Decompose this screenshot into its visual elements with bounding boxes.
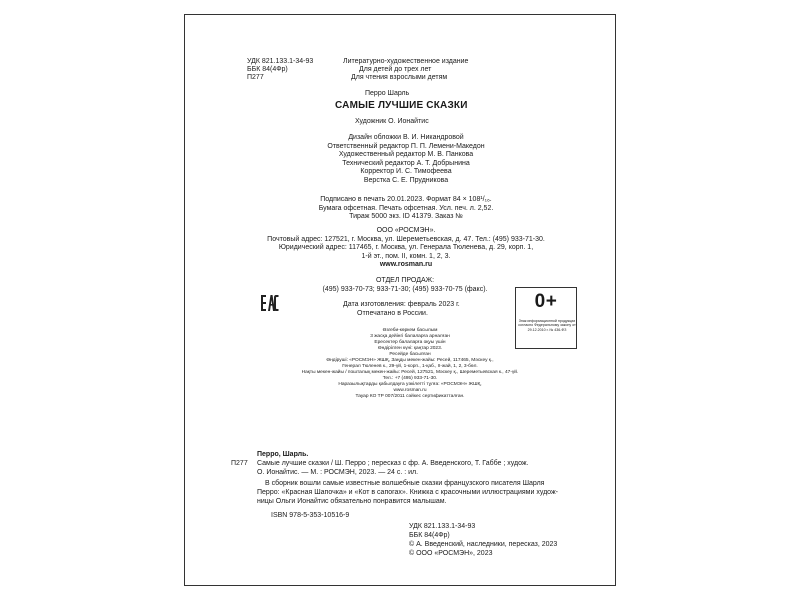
sales-heading: ОТДЕЛ ПРОДАЖ: bbox=[375, 277, 435, 284]
kazakh-line: Нақты мекен-жайы / пошталық мекен-жайы: Ресей, 127521, Мәскеу қ., Шереметьевская к., 47-үй. bbox=[301, 370, 519, 375]
print-info-line: Тираж 5000 экз. ID 41379. Заказ № bbox=[349, 213, 463, 221]
credit-line: Верстка С. Е. Прудникова bbox=[363, 176, 449, 184]
kazakh-line: Ресейде басылған bbox=[389, 352, 431, 357]
age-rating-note: Знак информационной продукции согласно Федеральному закону от 29.12.2010 г. № 436-ФЗ bbox=[518, 319, 576, 332]
kazakh-line: Тел.: +7 (495) 933-71-30. bbox=[382, 376, 438, 381]
publisher-block bbox=[251, 227, 561, 270]
edition-type-line: Литературно-художественное издание bbox=[343, 58, 469, 65]
credit-line: Ответственный редактор П. П. Лемени-Македон bbox=[327, 142, 485, 150]
bbk-code: ББК 84(4Фр) bbox=[247, 66, 288, 73]
kazakh-line: Өндірілген күні: қаңтар 2023. bbox=[377, 346, 443, 351]
udk-code: УДК 821.133.1-34-93 bbox=[247, 58, 314, 65]
copyright-line: © А. Введенский, наследники, пересказ, 2023 bbox=[409, 541, 558, 548]
printed-in: Отпечатано в России. bbox=[357, 310, 428, 317]
sales-phones: (495) 933-70-73; 933-71-30; (495) 933-70-75 (факс). bbox=[322, 285, 488, 293]
author-mark: П277 bbox=[247, 74, 264, 81]
catalog-description: ницы Ольги Ионайтис обязательно понравится малышам. bbox=[257, 498, 447, 505]
publisher-legal: Юридический адрес: 117465, г. Москва, ул. Генерала Тюленева, д. 29, корп. 1, bbox=[278, 244, 534, 252]
catalog-description: В сборник вошли самые известные волшебные сказки французского писателя Шарля bbox=[265, 480, 545, 487]
catalog-udk: УДК 821.133.1-34-93 bbox=[409, 523, 476, 530]
kazakh-line: Өндіруші: «РОСМЭН» ЖШҚ, Заңды мекен-жайы: Ресей, 117465, Мәскеу қ., bbox=[326, 358, 494, 363]
catalog-mark: П277 bbox=[231, 460, 248, 467]
kazakh-line: Ересектер балаларға оқуы үшін bbox=[374, 340, 446, 345]
sales-block bbox=[285, 277, 525, 294]
kazakh-line: Генерал Тюленев к., 29-үй, 1-корп., 1-қаб., II-жай, 1, 2, 3-бөл. bbox=[342, 364, 478, 369]
print-info bbox=[293, 196, 519, 222]
kazakh-info bbox=[265, 328, 555, 400]
edition-type-line: Для детей до трех лет bbox=[359, 66, 432, 73]
isbn: ISBN 978-5-353-10516-9 bbox=[271, 512, 350, 519]
print-info-line: Бумага офсетная. Печать офсетная. Усл. печ. л. 2,52. bbox=[318, 204, 494, 212]
kazakh-line: www.rosman.ru bbox=[393, 388, 427, 393]
credit-line: Технический редактор А. Т. Добрынина bbox=[342, 159, 470, 167]
manufacture-date: Дата изготовления: февраль 2023 г. bbox=[343, 301, 460, 308]
print-info-line: Подписано в печать 20.01.2023. Формат 84 × 108¹/₁₆. bbox=[320, 196, 492, 203]
credit-line: Корректор И. С. Тимофеева bbox=[360, 168, 452, 176]
catalog-heading: Перро, Шарль. bbox=[257, 451, 309, 458]
publisher-name: ООО «РОСМЭН». bbox=[376, 227, 436, 234]
edition-type-line: Для чтения взрослыми детям bbox=[351, 74, 448, 81]
publisher-legal: 1-й эт., пом. II, комн. 1, 2, 3. bbox=[361, 252, 451, 260]
catalog-bbk: ББК 84(4Фр) bbox=[409, 532, 450, 539]
credits-block bbox=[301, 134, 511, 186]
credit-line: Дизайн обложки В. И. Никандровой bbox=[348, 134, 464, 141]
illustrator: Художник О. Ионайтис bbox=[355, 118, 429, 125]
kazakh-line: Наразылықтарды қабылдауға уәкілетті тұлға: «РОСМЭН» ЖШҚ, bbox=[338, 382, 482, 387]
kazakh-line: Өзгеби-көркем басылым bbox=[382, 328, 438, 333]
copyright-line: © ООО «РОСМЭН», 2023 bbox=[409, 550, 493, 557]
credit-line: Художественный редактор М. В. Панкова bbox=[338, 151, 474, 159]
publisher-postal: Почтовый адрес: 127521, г. Москва, ул. Шереметьевская, д. 47. Тел.: (495) 933-71-30. bbox=[267, 235, 545, 243]
author-name: Перро Шарль bbox=[365, 90, 410, 97]
catalog-entry: Самые лучшие сказки / Ш. Перро ; пересказ с фр. А. Введенского, Т. Габбе ; худож. bbox=[257, 460, 529, 467]
catalog-entry: О. Ионайтис. — М. : РОСМЭН, 2023. — 24 с. : ил. bbox=[257, 469, 419, 476]
catalog-description: Перро: «Красная Шапочка» и «Кот в сапогах». Книжка с красочными иллюстрациями худож- bbox=[257, 489, 558, 496]
kazakh-line: 3 жасқа дейінгі балаларға арналған bbox=[370, 334, 450, 339]
kazakh-line: Тауар КО ТР 007/2011 сәйкес сертификатталған. bbox=[355, 394, 465, 399]
age-rating-label: 0+ bbox=[534, 291, 558, 312]
imprint-page bbox=[184, 14, 616, 586]
publisher-site: www.rosman.ru bbox=[379, 261, 433, 269]
book-title: САМЫЕ ЛУЧШИЕ СКАЗКИ bbox=[335, 100, 468, 111]
eac-mark-icon bbox=[261, 293, 279, 313]
